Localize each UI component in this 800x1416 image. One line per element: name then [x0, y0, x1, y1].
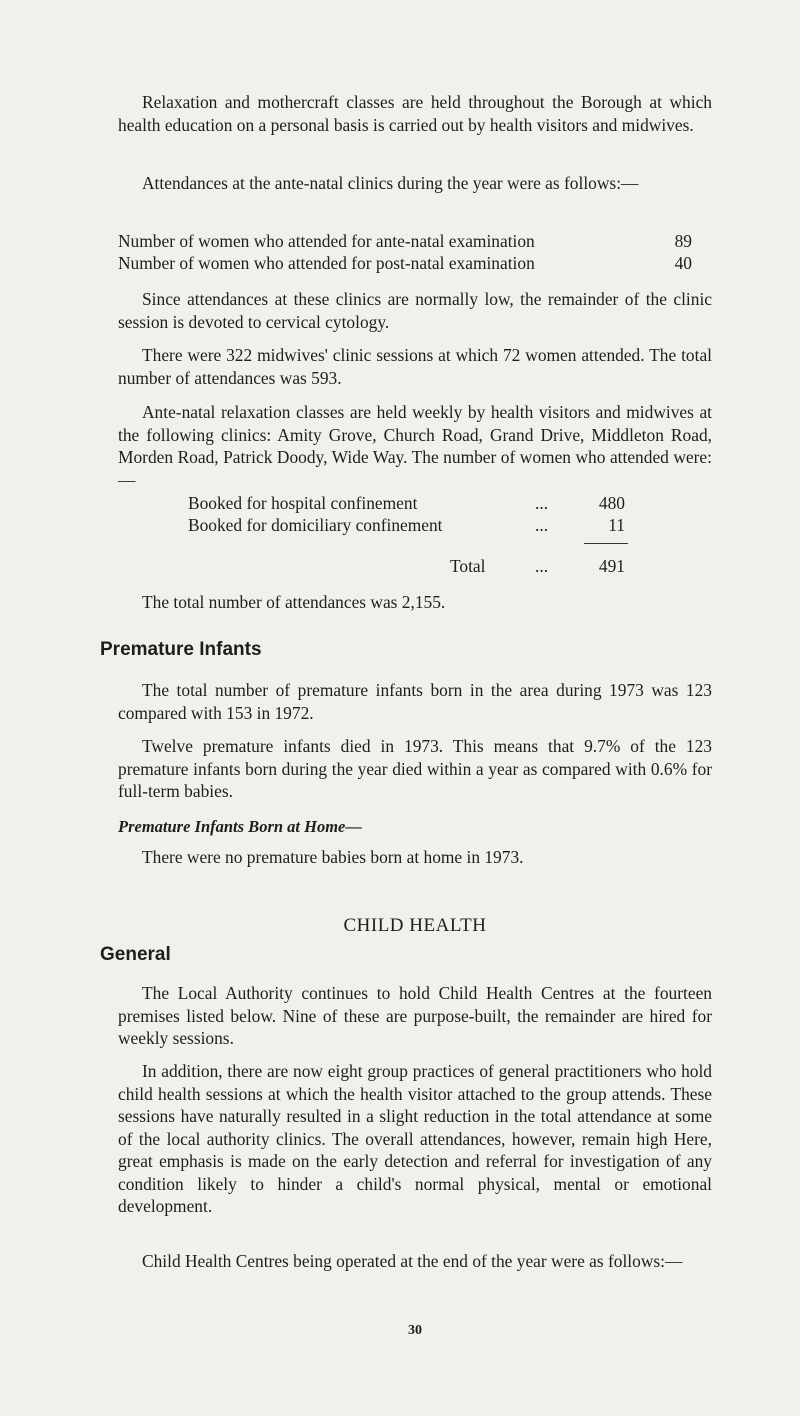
child-health-heading: CHILD HEALTH	[343, 915, 487, 936]
total-attendances-paragraph: The total number of attendances was 2,155.	[142, 592, 446, 612]
general-heading: General	[100, 944, 171, 965]
antenatal-row-label: Number of women who attended for ante-natal examination	[118, 231, 535, 251]
premature-heading: Premature Infants	[100, 639, 262, 660]
postnatal-row-label: Number of women who attended for post-natal examination	[118, 253, 535, 273]
child-health-paragraph-3: Child Health Centres being operated at the end of the year were as follows:—	[142, 1251, 683, 1271]
child-health-paragraph-2: In addition, there are now eight group practices of general practitioners who hold child health sessions at which the health visitor attached to the group attends. These sessions have naturally resulted in a slight reduction in the total attendance at some of the local authority clinics. The overall attendances, however, remain high Here, great emphasis is made on the early detection and referral for investigation of any condition likely to hinder a child's normal physical, mental or emotional development.	[118, 1061, 712, 1216]
child-health-paragraph-1: The Local Authority continues to hold Child Health Centres at the fourteen premises listed below. Nine of these are purpose-built, the remainder are hired for weekly sessions.	[118, 983, 712, 1048]
domiciliary-booking-dots: ...	[535, 515, 549, 535]
booking-total-dots: ...	[535, 556, 549, 576]
attendances-intro: Attendances at the ante-natal clinics during the year were as follows:—	[142, 173, 639, 193]
premature-paragraph-2: Twelve premature infants died in 1973. This means that 9.7% of the 123 premature infants born during the year died within a year as compared with 0.6% for full-term babies.	[118, 736, 712, 801]
relaxation-classes-paragraph: Ante-natal relaxation classes are held weekly by health visitors and midwives at the following clinics: Amity Grove, Church Road, Grand Drive, Middleton Road, Morden Road, Patrick Doody, Wide Way. The number of women who attended were:—	[118, 402, 712, 490]
premature-home-subheading: Premature Infants Born at Home—	[118, 817, 362, 836]
total-rule	[584, 543, 628, 544]
postnatal-row-value: 40	[674, 253, 692, 273]
hospital-booking-label: Booked for hospital confinement	[188, 493, 418, 513]
hospital-booking-dots: ...	[535, 493, 549, 513]
midwives-paragraph: There were 322 midwives' clinic sessions at which 72 women attended. The total number of attendances was 593.	[118, 345, 712, 388]
relaxation-paragraph: Relaxation and mothercraft classes are held throughout the Borough at which health education on a personal basis is carried out by health visitors and midwives.	[118, 92, 712, 135]
premature-paragraph-3: There were no premature babies born at home in 1973.	[142, 847, 524, 867]
domiciliary-booking-value: 11	[608, 515, 625, 535]
page-number: 30	[408, 1323, 422, 1338]
booking-total-label: Total	[450, 556, 486, 576]
domiciliary-booking-label: Booked for domiciliary confinement	[188, 515, 443, 535]
booking-total-value: 491	[598, 556, 625, 576]
cervical-paragraph: Since attendances at these clinics are normally low, the remainder of the clinic session is devoted to cervical cytology.	[118, 289, 712, 332]
premature-paragraph-1: The total number of premature infants born in the area during 1973 was 123 compared with 153 in 1972.	[118, 680, 712, 723]
hospital-booking-value: 480	[598, 493, 625, 513]
antenatal-row-value: 89	[674, 231, 692, 251]
